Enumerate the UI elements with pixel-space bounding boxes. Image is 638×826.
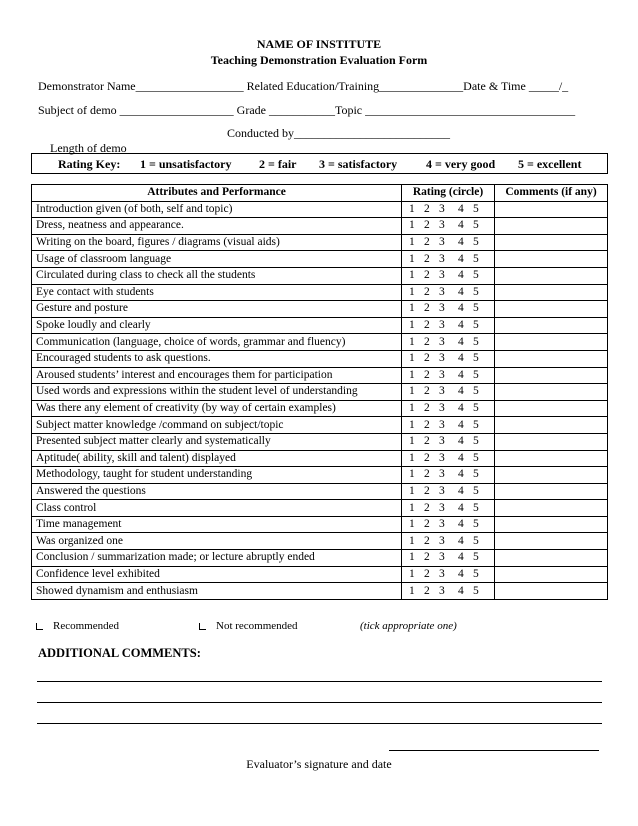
rating-scale — [402, 301, 495, 318]
rating-option-4[interactable]: 4 — [458, 302, 464, 315]
comment-cell[interactable] — [495, 267, 608, 284]
table-row — [32, 400, 608, 417]
demonstrator-info-line[interactable]: Demonstrator Name__________________ Related Education/Training______________Date & Time _____/_ — [38, 79, 569, 93]
rating-option-5[interactable]: 5 — [473, 302, 479, 315]
rating-option-1[interactable]: 1 — [409, 501, 415, 514]
rating-option-1[interactable]: 1 — [409, 435, 415, 448]
comment-cell[interactable] — [495, 301, 608, 318]
table-row — [32, 201, 608, 218]
rating-option-1[interactable]: 1 — [409, 236, 415, 249]
rating-option-3[interactable]: 3 — [439, 319, 445, 332]
rating-scale — [402, 201, 495, 218]
rating-option-1[interactable]: 1 — [409, 269, 415, 282]
rating-scale — [402, 417, 495, 434]
rating-option-4[interactable]: 4 — [458, 435, 464, 448]
rating-scale — [402, 566, 495, 583]
comment-cell[interactable] — [495, 433, 608, 450]
not-recommended-option[interactable] — [199, 620, 298, 632]
rating-scale — [402, 267, 495, 284]
comment-cell[interactable] — [495, 483, 608, 500]
comment-cell[interactable] — [495, 201, 608, 218]
table-row — [32, 450, 608, 467]
table-row — [32, 417, 608, 434]
table-row — [32, 251, 608, 268]
rating-header: Rating (circle) — [402, 185, 495, 202]
rating-option-1[interactable]: 1 — [409, 252, 415, 265]
rating-option-3[interactable]: 3 — [439, 518, 445, 531]
rating-option-1[interactable]: 1 — [409, 352, 415, 365]
rating-option-3[interactable]: 3 — [439, 302, 445, 315]
rating-option-5[interactable]: 5 — [473, 352, 479, 365]
rating-option-1[interactable]: 1 — [409, 518, 415, 531]
comment-cell[interactable] — [495, 350, 608, 367]
comment-cell[interactable] — [495, 467, 608, 484]
rating-option-1[interactable]: 1 — [409, 468, 415, 481]
comment-cell[interactable] — [495, 284, 608, 301]
comment-line[interactable] — [37, 702, 602, 703]
rating-option-5[interactable]: 5 — [473, 484, 479, 497]
rating-option-2[interactable]: 2 — [424, 219, 430, 232]
table-row — [32, 566, 608, 583]
length-of-demo-field[interactable]: Length of demo___________ — [50, 141, 193, 155]
rating-option-2[interactable]: 2 — [424, 252, 430, 265]
attribute-label: Usage of classroom language — [32, 251, 402, 268]
rating-option-2[interactable]: 2 — [424, 484, 430, 497]
conducted-by-field[interactable]: Conducted by__________________________ — [227, 126, 450, 140]
rating-option-4[interactable]: 4 — [458, 252, 464, 265]
comment-cell[interactable] — [495, 400, 608, 417]
rating-option-4[interactable]: 4 — [458, 501, 464, 514]
rating-option-5[interactable]: 5 — [473, 385, 479, 398]
rating-option-5[interactable]: 5 — [473, 269, 479, 282]
rating-scale — [402, 550, 495, 567]
attribute-label: Aptitude( ability, skill and talent) displayed — [32, 450, 402, 467]
rating-scale — [402, 367, 495, 384]
rating-option-2[interactable]: 2 — [424, 584, 430, 597]
attribute-label: Introduction given (of both, self and topic) — [32, 201, 402, 218]
rating-key-item: 3 = satisfactory — [319, 157, 398, 171]
rating-option-2[interactable]: 2 — [424, 302, 430, 315]
attribute-label: Showed dynamism and enthusiasm — [32, 583, 402, 600]
rating-option-2[interactable]: 2 — [424, 236, 430, 249]
comment-cell[interactable] — [495, 500, 608, 517]
rating-option-1[interactable]: 1 — [409, 285, 415, 298]
table-row — [32, 284, 608, 301]
tick-instruction: (tick appropriate one) — [360, 620, 457, 632]
rating-scale — [402, 483, 495, 500]
subject-info-line[interactable]: Subject of demo ___________________ Grade ___________Topic ___________________________________ — [38, 103, 576, 117]
rating-scale — [402, 251, 495, 268]
rating-option-4[interactable]: 4 — [458, 269, 464, 282]
rating-key-item: 2 = fair — [259, 157, 297, 171]
rating-option-3[interactable]: 3 — [439, 368, 445, 381]
rating-option-1[interactable]: 1 — [409, 584, 415, 597]
table-row — [32, 384, 608, 401]
comment-cell[interactable] — [495, 550, 608, 567]
rating-option-3[interactable]: 3 — [439, 252, 445, 265]
table-row — [32, 367, 608, 384]
rating-option-3[interactable]: 3 — [439, 335, 445, 348]
rating-option-3[interactable]: 3 — [439, 236, 445, 249]
rating-option-1[interactable]: 1 — [409, 319, 415, 332]
rating-option-1[interactable]: 1 — [409, 551, 415, 564]
rating-scale — [402, 350, 495, 367]
rating-option-3[interactable]: 3 — [439, 534, 445, 547]
rating-option-5[interactable]: 5 — [473, 551, 479, 564]
evaluation-table — [31, 184, 608, 600]
rating-option-5[interactable]: 5 — [473, 402, 479, 415]
attribute-label: Dress, neatness and appearance. — [32, 218, 402, 235]
attribute-label: Time management — [32, 516, 402, 533]
attributes-header: Attributes and Performance — [32, 185, 402, 202]
rating-scale — [402, 533, 495, 550]
table-row — [32, 433, 608, 450]
rating-option-2[interactable]: 2 — [424, 518, 430, 531]
comment-cell[interactable] — [495, 234, 608, 251]
comment-cell[interactable] — [495, 516, 608, 533]
rating-scale — [402, 384, 495, 401]
table-row — [32, 301, 608, 318]
rating-option-2[interactable]: 2 — [424, 368, 430, 381]
rating-key-item: 5 = excellent — [518, 157, 582, 171]
rating-option-5[interactable]: 5 — [473, 468, 479, 481]
rating-option-3[interactable]: 3 — [439, 584, 445, 597]
rating-option-2[interactable]: 2 — [424, 335, 430, 348]
attribute-label: Used words and expressions within the student level of understanding — [32, 384, 402, 401]
rating-option-4[interactable]: 4 — [458, 584, 464, 597]
rating-option-4[interactable]: 4 — [458, 468, 464, 481]
rating-option-4[interactable]: 4 — [458, 352, 464, 365]
attribute-label: Class control — [32, 500, 402, 517]
attribute-label: Aroused students’ interest and encourages them for participation — [32, 367, 402, 384]
rating-option-5[interactable]: 5 — [473, 518, 479, 531]
rating-option-5[interactable]: 5 — [473, 534, 479, 547]
rating-scale — [402, 516, 495, 533]
table-row — [32, 483, 608, 500]
rating-option-5[interactable]: 5 — [473, 451, 479, 464]
signature-caption: Evaluator’s signature and date — [246, 757, 392, 771]
comment-cell[interactable] — [495, 367, 608, 384]
rating-scale — [402, 583, 495, 600]
rating-option-4[interactable]: 4 — [458, 451, 464, 464]
rating-scale — [402, 400, 495, 417]
rating-option-4[interactable]: 4 — [458, 518, 464, 531]
rating-key-label: Rating Key: — [58, 157, 121, 171]
rating-scale — [402, 334, 495, 351]
rating-option-5[interactable]: 5 — [473, 252, 479, 265]
rating-option-1[interactable]: 1 — [409, 567, 415, 580]
rating-key — [31, 153, 608, 174]
table-row — [32, 533, 608, 550]
rating-option-2[interactable]: 2 — [424, 534, 430, 547]
additional-comments-title: ADDITIONAL COMMENTS: — [38, 646, 201, 660]
rating-option-5[interactable]: 5 — [473, 501, 479, 514]
rating-option-3[interactable]: 3 — [439, 551, 445, 564]
table-row — [32, 234, 608, 251]
attribute-label: Answered the questions — [32, 483, 402, 500]
rating-option-4[interactable]: 4 — [458, 285, 464, 298]
rating-option-1[interactable]: 1 — [409, 368, 415, 381]
table-row — [32, 218, 608, 235]
rating-option-1[interactable]: 1 — [409, 202, 415, 215]
recommended-label: Recommended — [53, 620, 119, 632]
recommended-option[interactable] — [36, 620, 119, 632]
rating-option-4[interactable]: 4 — [458, 335, 464, 348]
attribute-label: Conclusion / summarization made; or lecture abruptly ended — [32, 550, 402, 567]
rating-option-2[interactable]: 2 — [424, 451, 430, 464]
rating-scale — [402, 234, 495, 251]
form-title: Teaching Demonstration Evaluation Form — [210, 53, 428, 67]
comment-cell[interactable] — [495, 533, 608, 550]
comment-line[interactable] — [37, 681, 602, 682]
rating-option-5[interactable]: 5 — [473, 285, 479, 298]
comment-cell[interactable] — [495, 450, 608, 467]
rating-option-5[interactable]: 5 — [473, 202, 479, 215]
rating-scale — [402, 500, 495, 517]
rating-option-3[interactable]: 3 — [439, 352, 445, 365]
rating-option-4[interactable]: 4 — [458, 385, 464, 398]
comment-cell[interactable] — [495, 417, 608, 434]
attribute-label: Circulated during class to check all the students — [32, 267, 402, 284]
table-row — [32, 550, 608, 567]
rating-option-3[interactable]: 3 — [439, 385, 445, 398]
rating-option-4[interactable]: 4 — [458, 484, 464, 497]
rating-option-4[interactable]: 4 — [458, 418, 464, 431]
rating-option-5[interactable]: 5 — [473, 219, 479, 232]
rating-option-4[interactable]: 4 — [458, 219, 464, 232]
rating-option-5[interactable]: 5 — [473, 584, 479, 597]
attribute-label: Eye contact with students — [32, 284, 402, 301]
rating-option-5[interactable]: 5 — [473, 435, 479, 448]
attribute-label: Was there any element of creativity (by way of certain examples) — [32, 400, 402, 417]
rating-option-2[interactable]: 2 — [424, 418, 430, 431]
table-row — [32, 500, 608, 517]
attribute-label: Encouraged students to ask questions. — [32, 350, 402, 367]
comment-cell[interactable] — [495, 384, 608, 401]
rating-option-1[interactable]: 1 — [409, 335, 415, 348]
comment-line[interactable] — [37, 723, 602, 724]
rating-option-3[interactable]: 3 — [439, 484, 445, 497]
rating-option-1[interactable]: 1 — [409, 534, 415, 547]
rating-option-3[interactable]: 3 — [439, 567, 445, 580]
rating-option-3[interactable]: 3 — [439, 418, 445, 431]
rating-option-2[interactable]: 2 — [424, 402, 430, 415]
not-recommended-label: Not recommended — [216, 620, 298, 632]
attribute-label: Presented subject matter clearly and systematically — [32, 433, 402, 450]
attribute-label: Subject matter knowledge /command on subject/topic — [32, 417, 402, 434]
comment-cell[interactable] — [495, 583, 608, 600]
rating-option-3[interactable]: 3 — [439, 202, 445, 215]
rating-option-5[interactable]: 5 — [473, 418, 479, 431]
attribute-label: Was organized one — [32, 533, 402, 550]
rating-scale — [402, 317, 495, 334]
rating-scale — [402, 284, 495, 301]
rating-scale — [402, 218, 495, 235]
rating-option-3[interactable]: 3 — [439, 435, 445, 448]
rating-option-4[interactable]: 4 — [458, 368, 464, 381]
rating-option-2[interactable]: 2 — [424, 319, 430, 332]
attribute-label: Gesture and posture — [32, 301, 402, 318]
rating-option-4[interactable]: 4 — [458, 534, 464, 547]
rating-option-3[interactable]: 3 — [439, 285, 445, 298]
rating-key-item: 4 = very good — [426, 157, 496, 171]
table-row — [32, 350, 608, 367]
rating-option-2[interactable]: 2 — [424, 285, 430, 298]
rating-option-2[interactable]: 2 — [424, 352, 430, 365]
attribute-label: Communication (language, choice of words, grammar and fluency) — [32, 334, 402, 351]
rating-option-1[interactable]: 1 — [409, 451, 415, 464]
signature-line[interactable] — [389, 750, 599, 751]
checkbox-icon[interactable] — [36, 623, 43, 630]
comment-cell[interactable] — [495, 218, 608, 235]
comment-cell[interactable] — [495, 317, 608, 334]
rating-option-3[interactable]: 3 — [439, 402, 445, 415]
rating-option-4[interactable]: 4 — [458, 551, 464, 564]
checkbox-icon[interactable] — [199, 623, 206, 630]
rating-option-4[interactable]: 4 — [458, 236, 464, 249]
table-row — [32, 467, 608, 484]
attribute-label: Spoke loudly and clearly — [32, 317, 402, 334]
rating-option-3[interactable]: 3 — [439, 269, 445, 282]
rating-option-4[interactable]: 4 — [458, 202, 464, 215]
rating-scale — [402, 450, 495, 467]
institute-name: NAME OF INSTITUTE — [256, 37, 382, 51]
rating-option-2[interactable]: 2 — [424, 468, 430, 481]
rating-option-1[interactable]: 1 — [409, 385, 415, 398]
table-row — [32, 334, 608, 351]
rating-option-1[interactable]: 1 — [409, 302, 415, 315]
comment-cell[interactable] — [495, 251, 608, 268]
rating-option-5[interactable]: 5 — [473, 335, 479, 348]
rating-option-1[interactable]: 1 — [409, 219, 415, 232]
attribute-label: Methodology, taught for student understanding — [32, 467, 402, 484]
rating-option-4[interactable]: 4 — [458, 567, 464, 580]
rating-option-3[interactable]: 3 — [439, 219, 445, 232]
table-header-row — [32, 185, 608, 202]
rating-scale — [402, 467, 495, 484]
rating-scale — [402, 433, 495, 450]
rating-option-4[interactable]: 4 — [458, 319, 464, 332]
rating-option-5[interactable]: 5 — [473, 236, 479, 249]
evaluation-rows — [32, 201, 608, 599]
rating-option-2[interactable]: 2 — [424, 269, 430, 282]
rating-option-2[interactable]: 2 — [424, 501, 430, 514]
rating-option-2[interactable]: 2 — [424, 435, 430, 448]
table-row — [32, 583, 608, 600]
rating-option-3[interactable]: 3 — [439, 468, 445, 481]
table-row — [32, 267, 608, 284]
rating-option-2[interactable]: 2 — [424, 202, 430, 215]
rating-option-5[interactable]: 5 — [473, 368, 479, 381]
rating-option-2[interactable]: 2 — [424, 567, 430, 580]
rating-option-3[interactable]: 3 — [439, 451, 445, 464]
rating-option-2[interactable]: 2 — [424, 385, 430, 398]
rating-option-2[interactable]: 2 — [424, 551, 430, 564]
attribute-label: Confidence level exhibited — [32, 566, 402, 583]
comment-cell[interactable] — [495, 566, 608, 583]
rating-key-item: 1 = unsatisfactory — [140, 157, 232, 171]
rating-option-1[interactable]: 1 — [409, 418, 415, 431]
comment-cell[interactable] — [495, 334, 608, 351]
comments-header: Comments (if any) — [495, 185, 608, 202]
table-row — [32, 516, 608, 533]
table-row — [32, 317, 608, 334]
rating-option-5[interactable]: 5 — [473, 567, 479, 580]
attribute-label: Writing on the board, figures / diagrams (visual aids) — [32, 234, 402, 251]
rating-option-4[interactable]: 4 — [458, 402, 464, 415]
rating-option-5[interactable]: 5 — [473, 319, 479, 332]
rating-option-3[interactable]: 3 — [439, 501, 445, 514]
rating-option-1[interactable]: 1 — [409, 402, 415, 415]
rating-option-1[interactable]: 1 — [409, 484, 415, 497]
